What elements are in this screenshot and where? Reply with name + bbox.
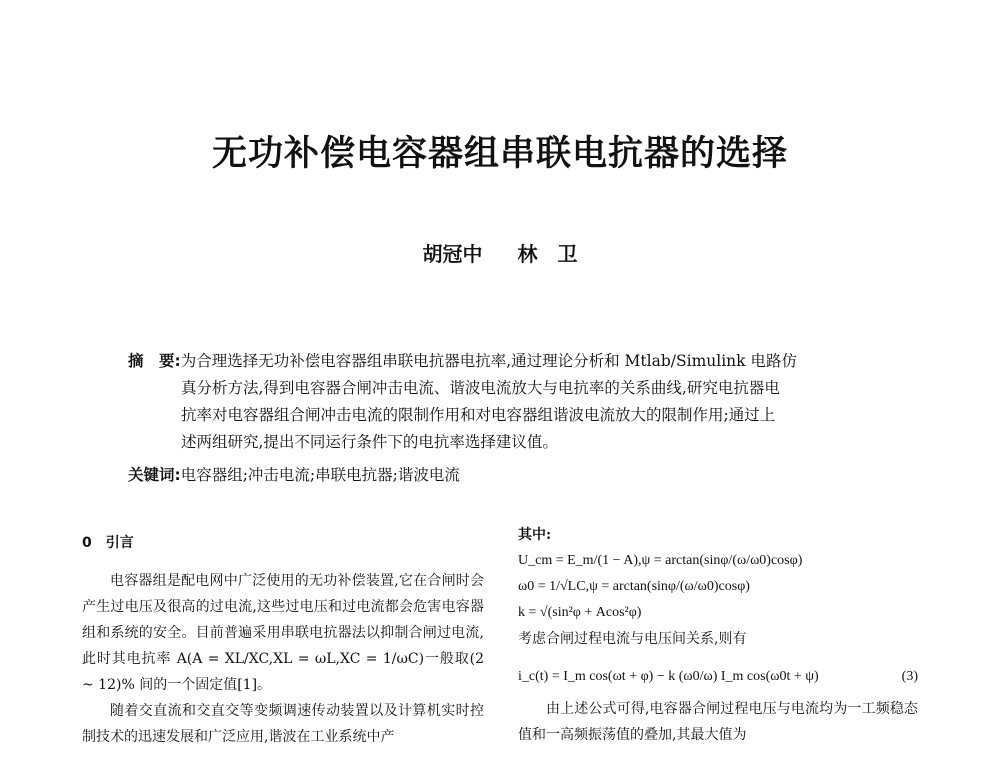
author-2: 林 卫 <box>517 242 578 266</box>
result-paragraph: 由上述公式可得,电容器合闸过程电压与电流均为一工频稳态值和一高频振荡值的叠加,其最大值为 <box>518 701 918 743</box>
abstract-label: 摘 要: <box>128 352 181 370</box>
abstract-line-3: 抗率对电容器组合闸冲击电流的限制作用和对电容器组谐波电流放大的限制作用;通过上 <box>181 406 776 424</box>
keywords <box>128 463 460 485</box>
equation-3-number: (3) <box>901 669 918 684</box>
equation-k: k = √(sin²φ + Acos²φ) <box>518 605 642 620</box>
left-column <box>82 530 484 750</box>
intro-paragraph-1: 电容器组是配电网中广泛使用的无功补偿装置,它在合闸时会产生过电压及很高的过电流,这些过电压和过电流都会危害电容器组和系统的安全。目前普遍采用串联电抗器法以抑制合闸过电流,此时其电抗率 A(A = XL/XC,XL = ωL,XC = 1/ωC)一般取(2 ~ 12)% 间的一个固定值[1]。 <box>82 573 484 693</box>
right-column <box>518 522 918 748</box>
keywords-label: 关键词: <box>128 466 181 484</box>
authors <box>0 238 1000 267</box>
keywords-text: 电容器组;冲击电流;串联电抗器;谐波电流 <box>180 466 460 484</box>
equation-ucm: U_cm = E_m/(1 − A),ψ = arctan(sinφ/(ω/ω0)cosφ) <box>518 553 803 568</box>
where-label: 其中: <box>518 527 552 543</box>
abstract-line-4: 述两组研究,提出不同运行条件下的电抗率选择建议值。 <box>181 433 558 451</box>
abstract-line-2: 真分析方法,得到电容器合闸冲击电流、谐波电流放大与电抗率的关系曲线,研究电抗器电 <box>181 379 780 397</box>
paper-title: 无功补偿电容器组串联电抗器的选择 <box>211 134 788 174</box>
abstract-line-1: 摘 要:为合理选择无功补偿电容器组串联电抗器电抗率,通过理论分析和 Mtlab/Simulink 电路仿 <box>128 352 797 370</box>
intro-paragraph-2: 随着交直流和交直交等变频调速传动装置以及计算机实时控制技术的迅速发展和广泛应用,谐波在工业系统中产 <box>82 703 484 745</box>
equation-3-body: i_c(t) = I_m cos(ωt + φ) − k (ω0/ω) I_m cos(ω0t + ψ) <box>518 669 819 684</box>
section-heading: 0 引言 <box>82 535 134 551</box>
consider-text: 考虑合闸过程电流与电压间关系,则有 <box>518 631 747 647</box>
equation-3 <box>518 664 918 690</box>
author-1: 胡冠中 <box>422 242 483 266</box>
abstract <box>128 348 880 456</box>
equation-omega0: ω0 = 1/√LC,ψ = arctan(sinφ/(ω/ω0)cosφ) <box>518 579 750 594</box>
